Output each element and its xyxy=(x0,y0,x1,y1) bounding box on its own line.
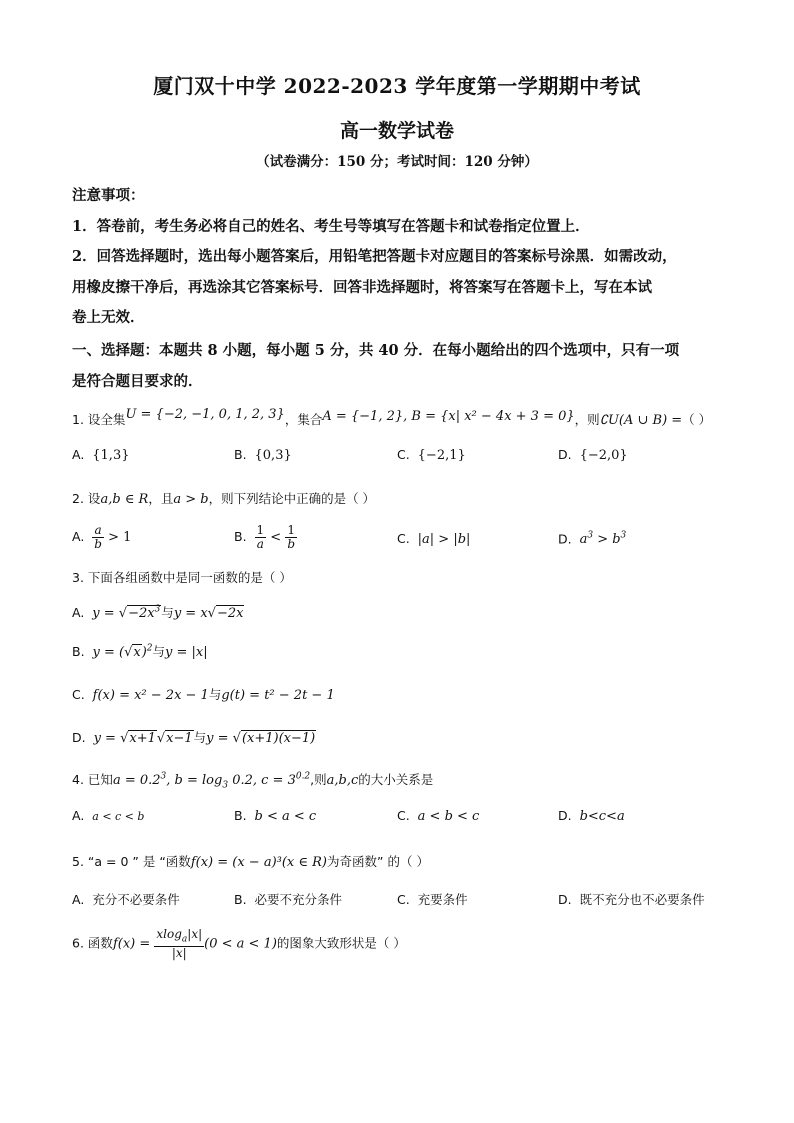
option-d: D. y = √x+1√x−1与y = √(x+1)(x−1) xyxy=(72,730,316,746)
question-text: ，且 xyxy=(148,491,174,506)
notice-heading: 注意事项： xyxy=(72,187,145,204)
option-a: A. $\frac{a}{b}$ > 1 xyxy=(72,523,132,551)
section-1-line-1: 一、选择题：本题共 8 小题，每小题 5 分，共 40 分．在每小题给出的四个选项中，只有一项 xyxy=(72,342,680,359)
question-number: 3. xyxy=(72,570,84,585)
notice-item-2-line-3: 卷上无效． xyxy=(72,309,145,326)
question-1 xyxy=(72,407,712,428)
notice-item-2-line-2: 用橡皮擦干净后，再选涂其它答案标号．回答非选择题时，将答案写在答题卡上，写在本试 xyxy=(72,279,652,296)
option-c: C. {−2,1} xyxy=(397,447,466,463)
math-condition: a > b xyxy=(173,492,209,507)
question-text: 函数 xyxy=(87,935,113,951)
option-a: A. {1,3} xyxy=(72,447,130,463)
question-6: 6. 函数f(x) = $\frac{xlog_a|x|}{|x|}$ (0 < a < 1)的图象大致形状是（ ） xyxy=(72,927,406,961)
question-text: 设 xyxy=(87,491,101,506)
math-condition: a,b ∈ R xyxy=(100,492,149,507)
question-text: ，则下列结论中正确的是（ ） xyxy=(208,491,376,506)
question-text: ,则 xyxy=(310,772,327,787)
math-universal-set: U = {−2, −1, 0, 1, 2, 3} xyxy=(125,407,285,422)
option-b: B. b < a < c xyxy=(234,808,317,824)
question-3 xyxy=(72,568,292,586)
question-text: 为奇函数” 的（ ） xyxy=(327,854,429,869)
exam-title: 厦门双十中学 2022-2023 学年度第一学期期中考试 xyxy=(153,74,641,98)
question-text: 设全集 xyxy=(87,412,126,427)
notice-item-2-line-1: 2．回答选择题时，选出每小题答案后，用铅笔把答题卡对应题目的答案标号涂黑．如需改动， xyxy=(72,248,677,265)
math-complement: ∁U(A ∪ B) = xyxy=(599,413,683,428)
math-sets-ab: A = {−1, 2}, B = {x| x² − 4x + 3 = 0} xyxy=(322,409,575,424)
question-number: 1. xyxy=(72,412,84,427)
question-text: 的大小关系是 xyxy=(358,772,434,787)
question-2 xyxy=(72,489,375,507)
question-text: 已知 xyxy=(87,772,113,787)
question-5: 5. “a = 0 ” 是 “函数f(x) = (x − a)³(x ∈ R)为奇函数” 的（ ） xyxy=(72,854,429,870)
option-b: B. $\frac{1}{a}$ < $\frac{1}{b}$ xyxy=(234,523,296,551)
option-b: B. {0,3} xyxy=(234,447,292,463)
option-d: D. $a^3 > b^3$ xyxy=(558,531,627,548)
section-1-line-2: 是符合题目要求的． xyxy=(72,373,203,390)
option-c: C. 充要条件 xyxy=(397,892,468,907)
question-text: “a = 0 ” 是 “函数 xyxy=(87,854,191,869)
option-a: A. $y = √-2x^3$与y = x√−2x xyxy=(72,604,244,621)
question-text: 下面各组函数中是同一函数的是（ ） xyxy=(87,570,292,585)
question-number: 5. xyxy=(72,854,84,869)
option-d: D. {−2,0} xyxy=(558,447,628,463)
option-d: D. b<c<a xyxy=(558,808,625,824)
question-number: 2. xyxy=(72,491,84,506)
question-text: 的图象大致形状是（ ） xyxy=(276,935,406,951)
option-a: A. 充分不必要条件 xyxy=(72,892,180,907)
question-number: 6. xyxy=(72,935,84,951)
option-c: C. a < b < c xyxy=(397,808,480,824)
option-c: C. f(x) = x² − 2x − 1与g(t) = t² − 2t − 1 xyxy=(72,687,335,703)
option-a: A. a < c < b xyxy=(72,808,145,823)
option-b: B. 必要不充分条件 xyxy=(234,892,343,907)
option-b: B. $y = (√x)^2$与y = |x| xyxy=(72,643,208,660)
exam-meta: （试卷满分：150 分；考试时间：120 分钟） xyxy=(256,154,538,170)
question-text: ，则 xyxy=(574,412,600,427)
question-4: 4. 已知$a = 0.2^3$, $b = \log_3 0.2$, $c = 3^{0.2}$,则a,b,c的大小关系是 xyxy=(72,771,434,791)
exam-subtitle: 高一数学试卷 xyxy=(339,120,454,142)
question-text: ，集合 xyxy=(284,412,323,427)
option-c: C. |a| > |b| xyxy=(397,531,471,547)
answer-paren: （ ） xyxy=(682,412,712,427)
notice-item-1: 1．答卷前，考生务必将自己的姓名、考生号等填写在答题卡和试卷指定位置上． xyxy=(72,218,590,235)
question-number: 4. xyxy=(72,772,84,787)
option-d: D. 既不充分也不必要条件 xyxy=(558,892,705,907)
